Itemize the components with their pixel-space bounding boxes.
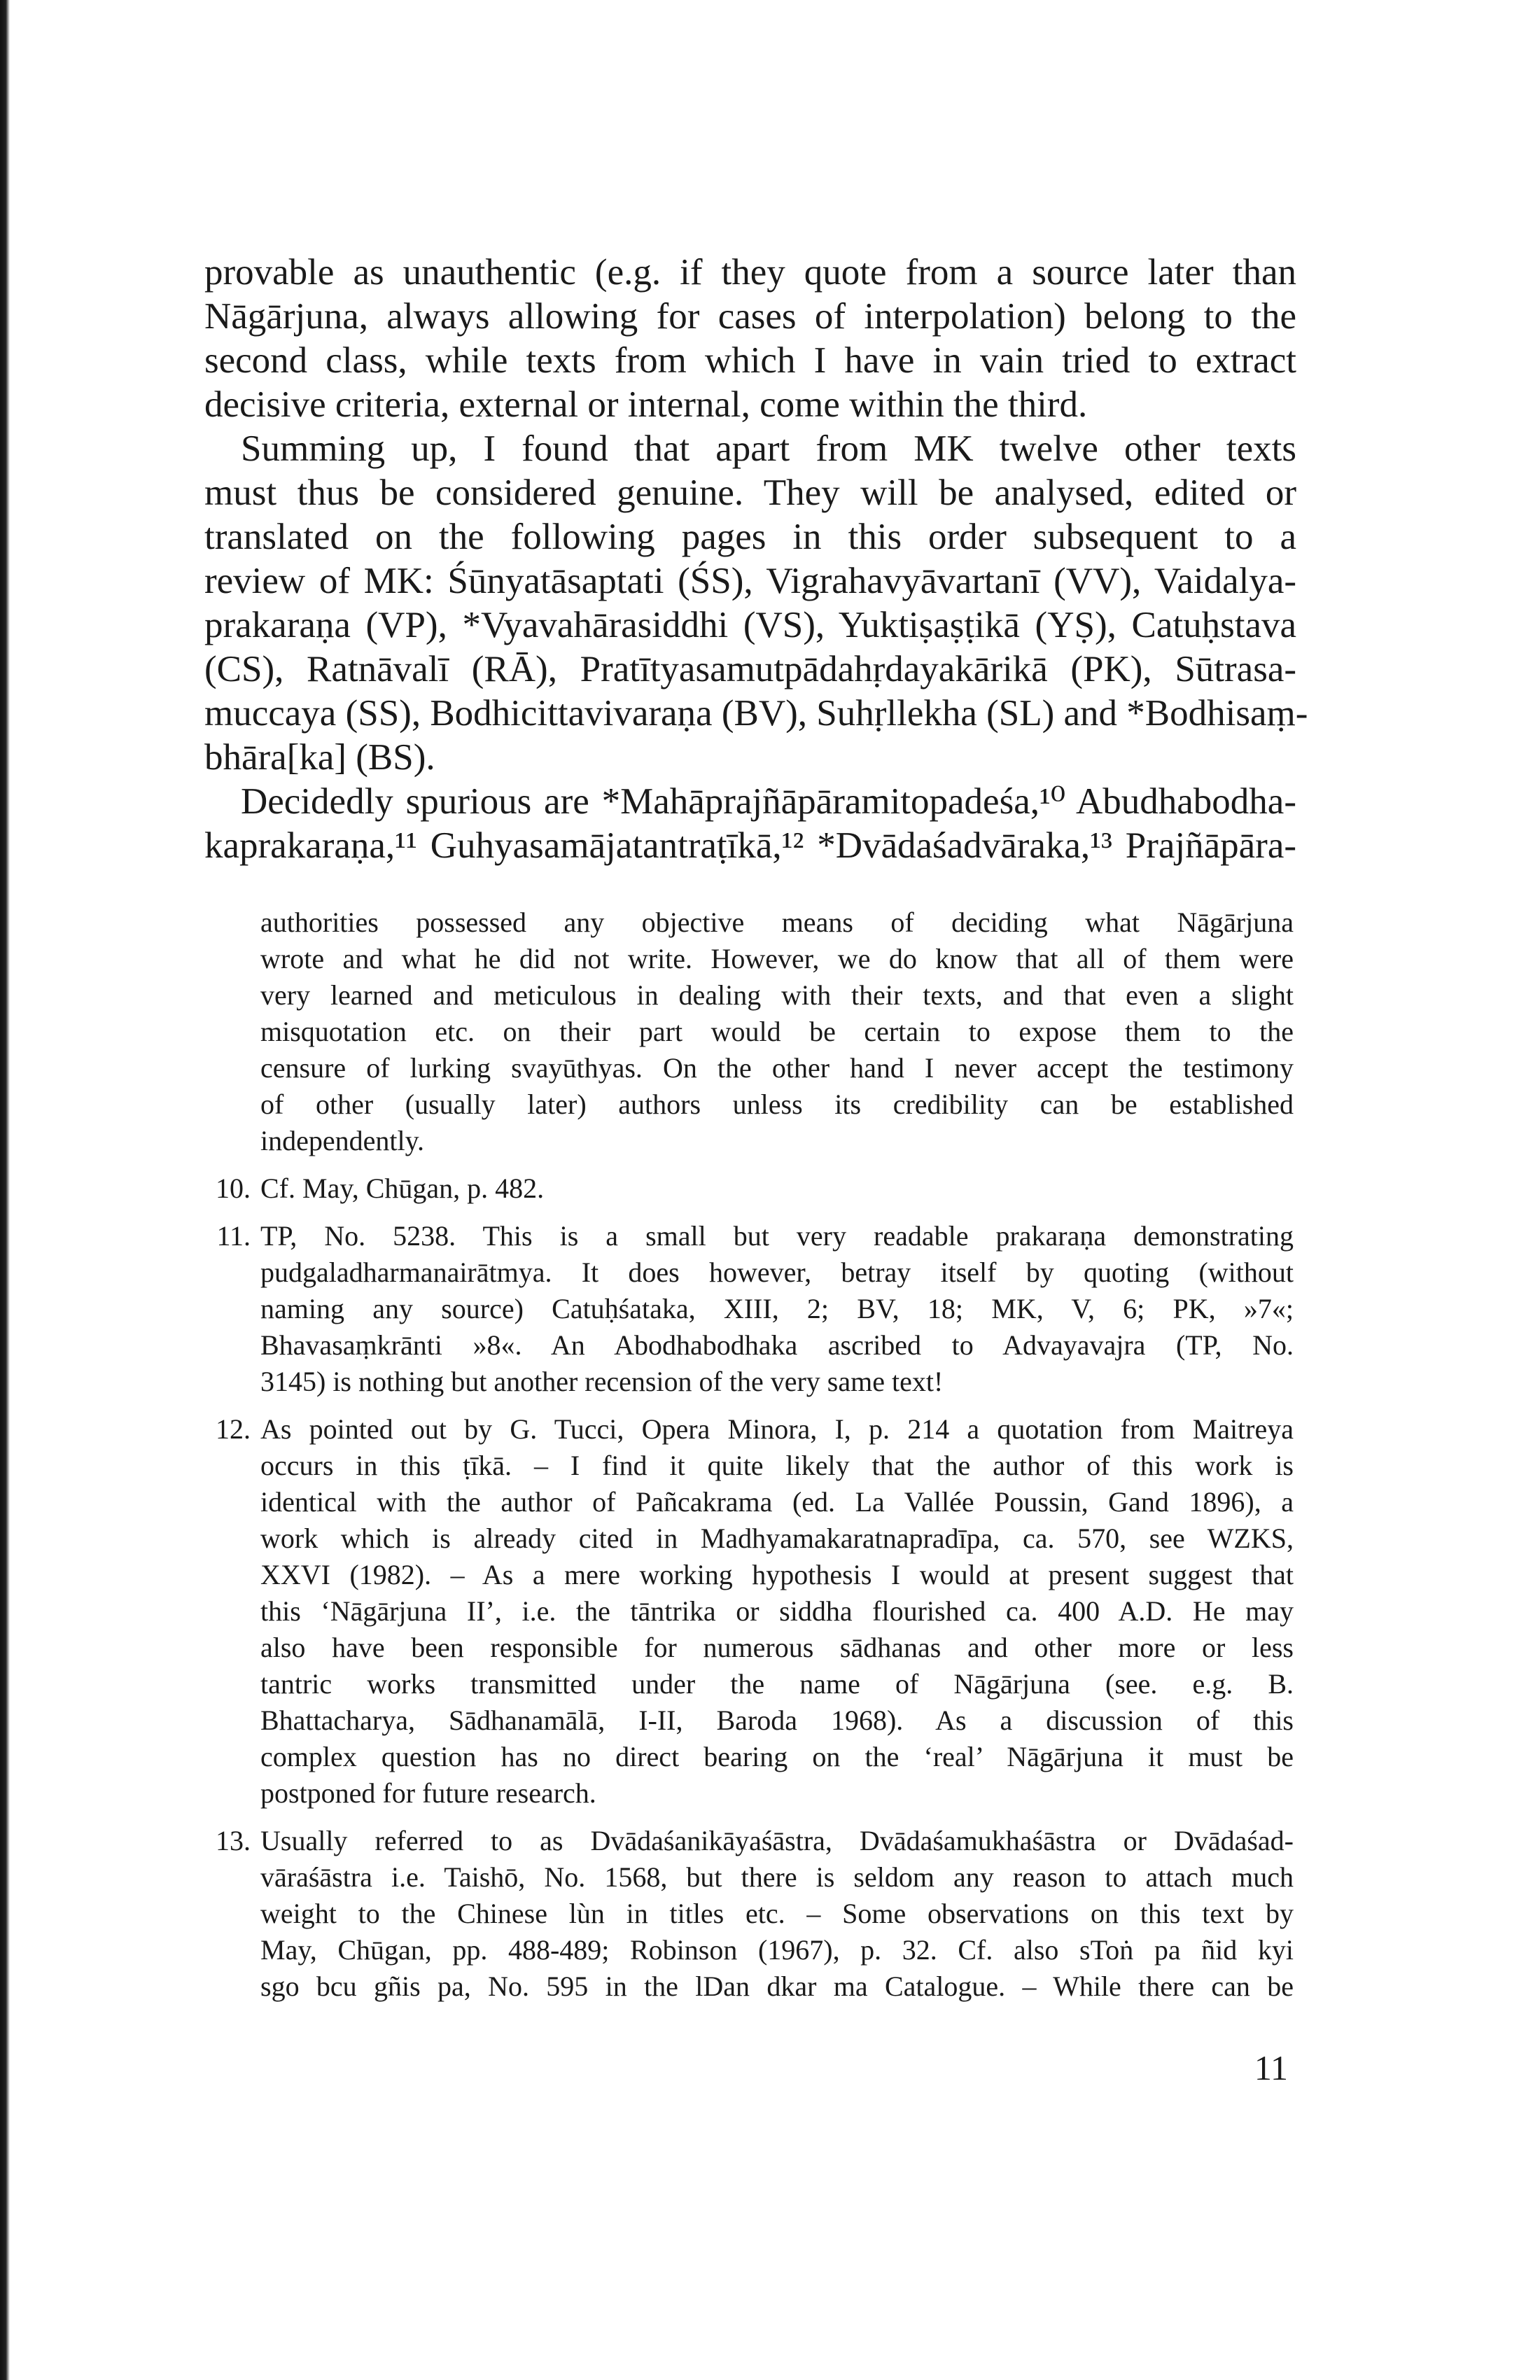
footnote-line: Cf. May, Chūgan, p. 482. [260, 1172, 545, 1204]
footnote-12 [216, 1411, 1294, 1812]
footnote-line: pudgaladharmanairātmya. It does however, betray itself by quoting (without [260, 1256, 1294, 1288]
footnote-line: of other (usually later) authors unless its credibility can be established [260, 1088, 1294, 1120]
main-text-line: muccaya (SS), Bodhicittavivaraṇa (BV), Suhṛllekha (SL) and *Bodhisaṃ- [204, 693, 1308, 734]
footnote-line: naming any source) Catuḥśataka, XIII, 2; BV, 18; MK, V, 6; PK, »7«; [260, 1293, 1294, 1324]
main-text-line: must thus be considered genuine. They will be analysed, edited or [204, 472, 1296, 513]
footnote-number: 10. [216, 1172, 251, 1204]
main-text-line: Decidedly spurious are *Mahāprajñāpāramitopadeśa,¹⁰ Abudhabodha- [241, 781, 1296, 822]
footnote-line: occurs in this ṭīkā. – I find it quite likely that the author of this work is [260, 1450, 1294, 1481]
main-text-line: Summing up, I found that apart from MK twelve other texts [241, 428, 1296, 469]
footnote-line: identical with the author of Pañcakrama (ed. La Vallée Poussin, Gand 1896), a [260, 1486, 1294, 1518]
footnote-line: postponed for future research. [260, 1777, 596, 1809]
main-text-line: translated on the following pages in this order subsequent to a [204, 517, 1296, 557]
footnote-13 [216, 1823, 1294, 2005]
footnote-continuation [260, 904, 1294, 1159]
footnote-line: independently. [260, 1125, 425, 1156]
main-text-line: bhāra[ka] (BS). [204, 737, 435, 778]
main-text-line: kaprakaraṇa,¹¹ Guhyasamājatantraṭīkā,¹² *Dvādaśadvāraka,¹³ Prajñāpāra- [204, 825, 1296, 866]
footnote-line: wrote and what he did not write. However, we do know that all of them were [260, 943, 1294, 974]
main-text-line: provable as unauthentic (e.g. if they quote from a source later than [204, 252, 1296, 293]
footnote-line: Usually referred to as Dvādaśanikāyaśāstra, Dvādaśamukhaśāstra or Dvādaśad- [260, 1825, 1294, 1856]
footnote-line: weight to the Chinese lùn in titles etc. – Some observations on this text by [260, 1898, 1294, 1929]
main-text-line: Nāgārjuna, always allowing for cases of interpolation) belong to the [204, 296, 1296, 337]
main-text-line: second class, while texts from which I have in vain tried to extract [204, 340, 1296, 381]
footnote-line: tantric works transmitted under the name of Nāgārjuna (see. e.g. B. [260, 1668, 1294, 1700]
footnote-number: 12. [216, 1413, 251, 1445]
footnote-line: this ‘Nāgārjuna II’, i.e. the tāntrika or siddha flourished ca. 400 A.D. He may [260, 1595, 1294, 1627]
footnote-line: vāraśāstra i.e. Taishō, No. 1568, but there is seldom any reason to attach much [260, 1861, 1294, 1893]
book-spine-shadow [0, 0, 10, 2380]
footnote-line: As pointed out by G. Tucci, Opera Minora, I, p. 214 a quotation from Maitreya [260, 1413, 1294, 1445]
footnote-line: XXVI (1982). – As a mere working hypothesis I would at present suggest that [260, 1559, 1294, 1590]
main-text-line: decisive criteria, external or internal, come within the third. [204, 384, 1088, 425]
page-number: 11 [1254, 2048, 1288, 2087]
footnote-10 [216, 1170, 1294, 1207]
footnote-line: also have been responsible for numerous sādhanas and other more or less [260, 1632, 1294, 1663]
footnote-line: complex question has no direct bearing on the ‘real’ Nāgārjuna it must be [260, 1741, 1294, 1772]
footnote-11 [216, 1218, 1294, 1400]
footnote-line: very learned and meticulous in dealing with their texts, and that even a slight [260, 979, 1294, 1011]
footnote-line: Bhavasaṃkrānti »8«. An Abodhabodhaka ascribed to Advayavajra (TP, No. [260, 1329, 1294, 1361]
footnote-line: censure of lurking svayūthyas. On the other hand I never accept the testimony [260, 1052, 1294, 1084]
footnote-line: work which is already cited in Madhyamakaratnapradīpa, ca. 570, see WZKS, [260, 1522, 1294, 1554]
footnote-line: misquotation etc. on their part would be certain to expose them to the [260, 1016, 1294, 1047]
footnote-line: 3145) is nothing but another recension of the very same text! [260, 1366, 944, 1397]
footnote-line: TP, No. 5238. This is a small but very readable prakaraṇa demonstrating [260, 1220, 1294, 1252]
footnote-number: 11. [216, 1220, 251, 1252]
main-text-line: (CS), Ratnāvalī (RĀ), Pratītyasamutpādahṛdayakārikā (PK), Sūtrasa- [204, 649, 1296, 690]
footnote-number: 13. [216, 1825, 251, 1856]
footnote-line: sgo bcu gñis pa, No. 595 in the lDan dkar ma Catalogue. – While there can be [260, 1970, 1294, 2002]
main-text-line: prakaraṇa (VP), *Vyavahārasiddhi (VS), Yuktiṣaṣṭikā (YṢ), Catuḥstava [204, 605, 1296, 645]
footnote-line: authorities possessed any objective means of deciding what Nāgārjuna [260, 906, 1294, 938]
footnote-line: May, Chūgan, pp. 488-489; Robinson (1967), p. 32. Cf. also sToṅ pa ñid kyi [260, 1934, 1294, 1966]
footnote-line: Bhattacharya, Sādhanamālā, I-II, Baroda 1968). As a discussion of this [260, 1704, 1294, 1736]
footnotes [216, 904, 1294, 2005]
main-text [204, 251, 1308, 868]
main-text-line: review of MK: Śūnyatāsaptati (ŚS), Vigrahavyāvartanī (VV), Vaidalya- [204, 561, 1296, 601]
